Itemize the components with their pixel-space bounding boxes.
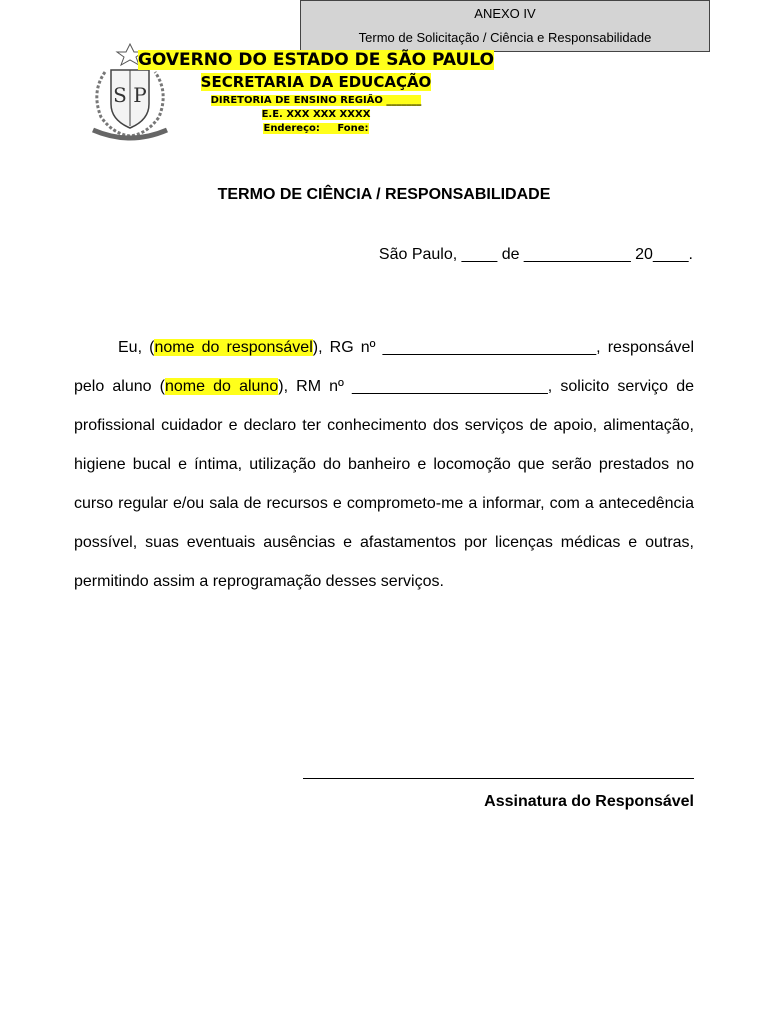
school-line: E.E. XXX XXX XXXX — [261, 109, 371, 120]
annex-subtitle: Termo de Solicitação / Ciência e Responsabilidade — [358, 30, 652, 45]
guardian-name-placeholder: nome do responsável — [154, 339, 313, 356]
phone-label: Fone: — [337, 123, 369, 134]
date-line: São Paulo, ____ de ____________ 20____. — [378, 246, 693, 263]
svg-text:S: S — [113, 83, 127, 107]
directorate-line: DIRETORIA DE ENSINO REGIÃO _______ — [210, 95, 422, 106]
student-name-placeholder: nome do aluno — [165, 378, 279, 395]
annex-box — [300, 0, 710, 52]
address-label: Endereço: — [263, 123, 320, 134]
svg-text:P: P — [133, 83, 147, 107]
signature-line — [303, 778, 694, 779]
contact-line — [0, 123, 754, 134]
annex-number: ANEXO IV — [474, 6, 536, 21]
government-name: GOVERNO DO ESTADO DE SÃO PAULO — [137, 50, 495, 70]
document-title: TERMO DE CIÊNCIA / RESPONSABILIDADE — [217, 186, 551, 203]
signature-label: Assinatura do Responsável — [484, 793, 694, 810]
secretariat-name: SECRETARIA DA EDUCAÇÃO — [200, 73, 432, 91]
body-paragraph: Eu, (nome do responsável), RG nº ________________________, responsável pelo aluno (nome do aluno), RM nº ______________________, solicito serviço de profissional cuidador e declaro ter conhecimento dos serviços de apoio, alimentação, higiene bucal e íntima, utilização do banheiro e locomoção que serão prestados no curso regular e/ou sala de recursos e comprometo-me a informar, com a antecedência possível, suas eventuais ausências e afastamentos por licenças médicas e outras, permitindo assim a reprogramação desses serviços. — [74, 339, 695, 590]
